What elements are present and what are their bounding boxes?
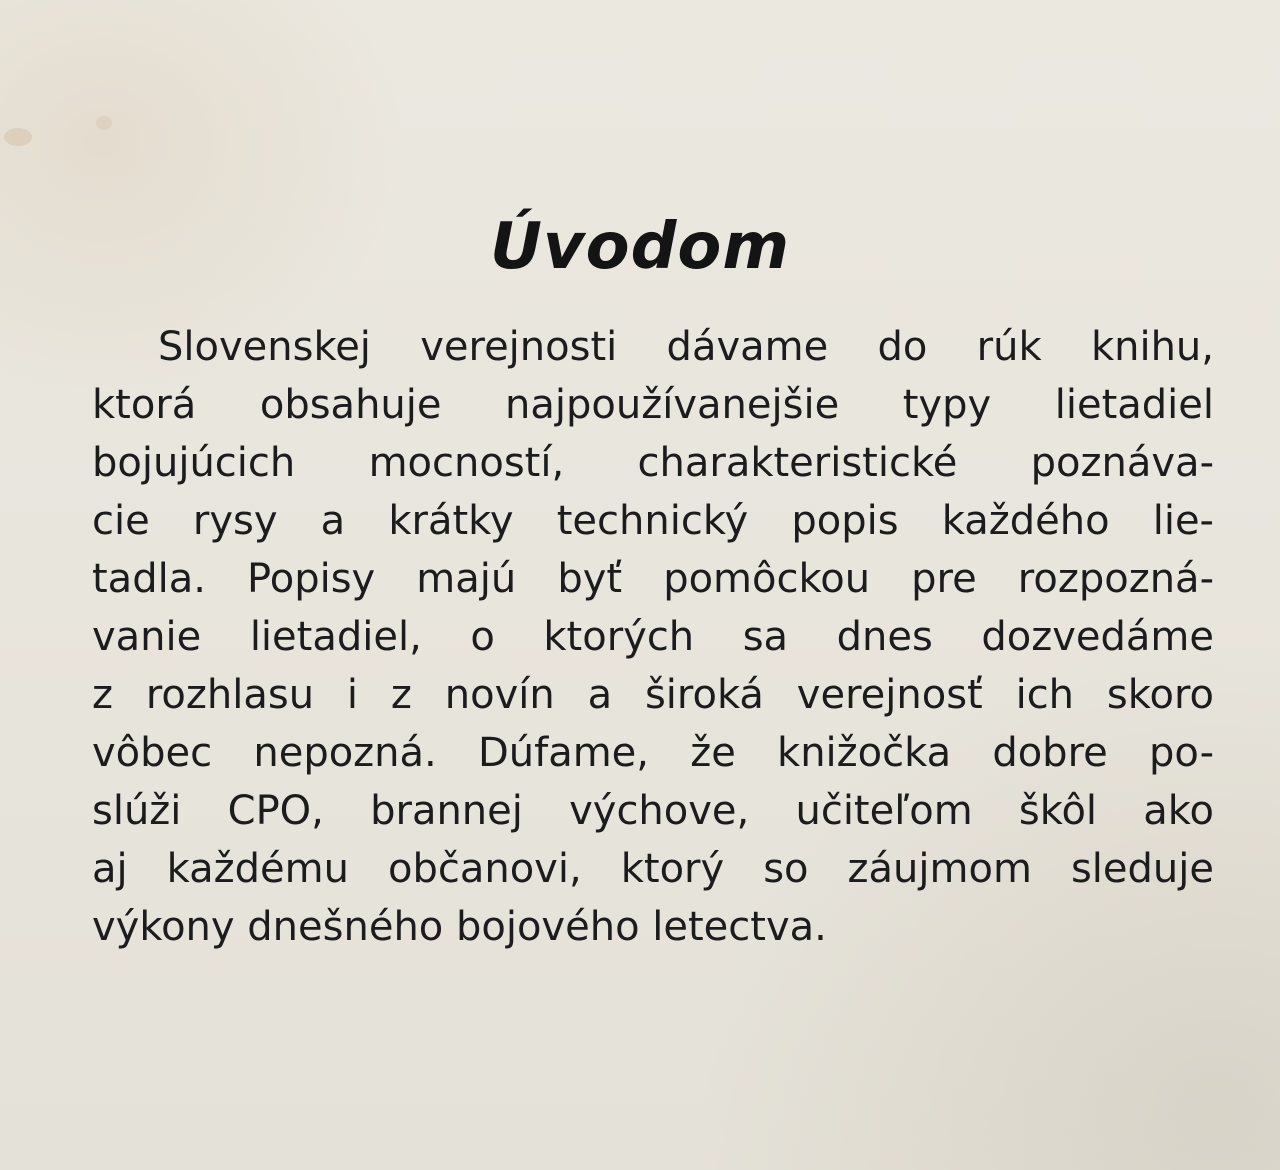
paragraph-line: cie rysy a krátky technický popis každého lie- — [92, 498, 1214, 544]
paragraph-line: z rozhlasu i z novín a široká verejnosť ich skoro — [92, 672, 1214, 718]
paragraph-line: bojujúcich mocností, charakteristické poznáva- — [92, 440, 1214, 486]
paragraph-line: výkony dnešného bojového letectva. — [92, 904, 827, 950]
paragraph-line: vanie lietadiel, o ktorých sa dnes dozvedáme — [92, 614, 1214, 660]
paragraph-line: Slovenskej verejnosti dávame do rúk knihu, — [158, 324, 1214, 370]
paragraph-line: vôbec nepozná. Dúfame, že knižočka dobre po- — [92, 730, 1214, 776]
paragraph-line: tadla. Popisy majú byť pomôckou pre rozpozná- — [92, 556, 1214, 602]
paper-stain — [4, 128, 32, 146]
intro-paragraph — [92, 318, 1214, 956]
paper-stain — [96, 116, 112, 130]
paragraph-line: slúži CPO, brannej výchove, učiteľom škôl ako — [92, 788, 1214, 834]
paragraph-line: aj každému občanovi, ktorý so záujmom sleduje — [92, 846, 1214, 892]
page-title: Úvodom — [489, 209, 791, 284]
paragraph-line: ktorá obsahuje najpoužívanejšie typy lietadiel — [92, 382, 1214, 428]
